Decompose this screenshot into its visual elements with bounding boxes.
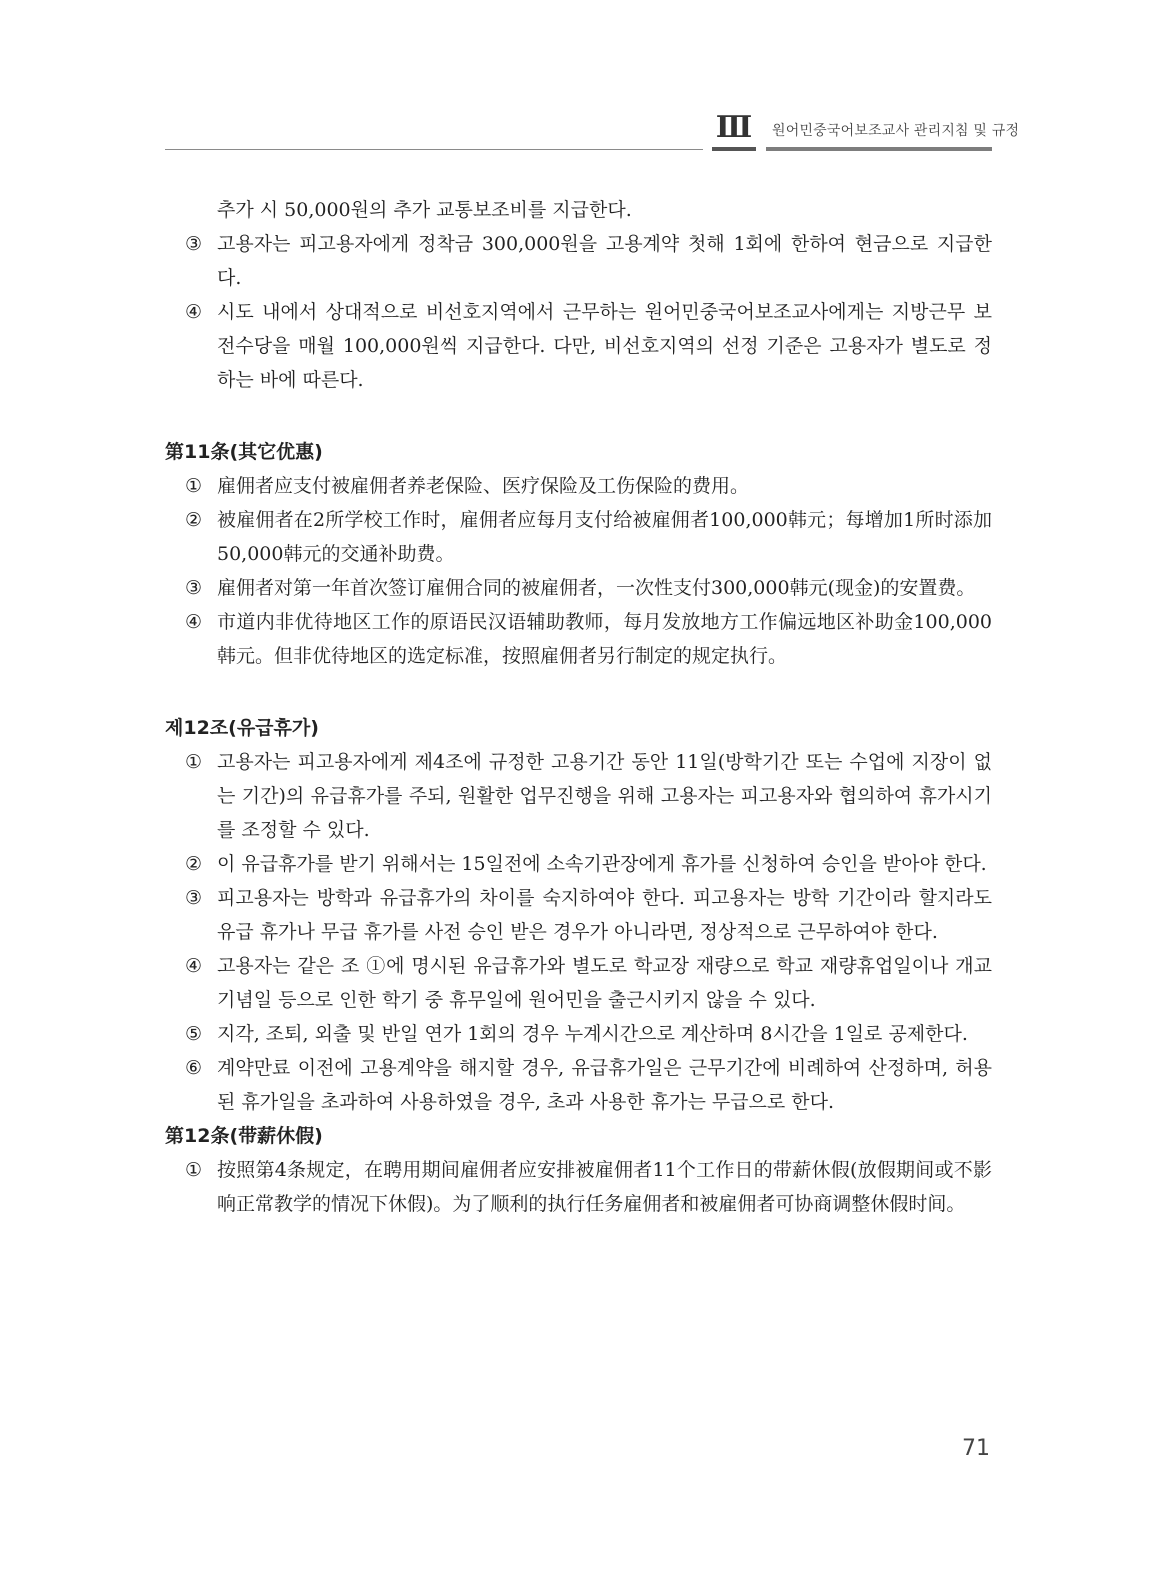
item-number: ③ <box>185 887 203 909</box>
item-text: 雇佣者应支付被雇佣者养老保险、医疗保险及工伤保险的费用。 <box>217 475 750 497</box>
list-item <box>165 949 992 1017</box>
article-heading: 第12条(带薪休假) <box>165 1125 323 1147</box>
item-text: 雇佣者对第一年首次签订雇佣合同的被雇佣者，一次性支付300,000韩元(现金)的安置费。 <box>217 577 976 599</box>
chapter-underline <box>712 147 756 151</box>
item-number: ① <box>185 475 203 497</box>
item-text: 이 유급휴가를 받기 위해서는 15일전에 소속기관장에게 휴가를 신청하여 승인을 받아야 한다. <box>217 853 987 875</box>
list-item <box>165 295 992 397</box>
item-number: ③ <box>185 577 203 599</box>
item-number: ③ <box>185 233 203 255</box>
list-item <box>165 227 992 295</box>
page-body <box>165 193 992 1221</box>
item-text: 고용자는 피고용자에게 제4조에 규정한 고용기간 동안 11일(방학기간 또는 수업에 지장이 없는 기간)의 유급휴가를 주되, 원활한 업무진행을 위해 고용자는 피고용자와 협의하여 휴가시기를 조정할 수 있다. <box>217 751 992 841</box>
header-rule-right <box>766 147 992 151</box>
item-number: ① <box>185 751 203 773</box>
item-text: 고용자는 같은 조 ①에 명시된 유급휴가와 별도로 학교장 재량으로 학교 재량휴업일이나 개교기념일 등으로 인한 학기 중 휴무일에 원어민을 출근시키지 않을 수 있다. <box>217 955 992 1011</box>
item-text: 지각, 조퇴, 외출 및 반일 연가 1회의 경우 누계시간으로 계산하며 8시간을 1일로 공제한다. <box>217 1023 968 1045</box>
page-number: 71 <box>962 1436 990 1461</box>
header-rule-left <box>165 149 703 150</box>
article-heading: 第11条(其它优惠) <box>165 441 323 463</box>
article-heading: 제12조(유급휴가) <box>165 717 319 739</box>
item-text: 被雇佣者在2所学校工作时，雇佣者应每月支付给被雇佣者100,000韩元；每增加1所时添加50,000韩元的交通补助费。 <box>217 509 992 565</box>
list-item <box>165 503 992 571</box>
item-number: ④ <box>185 301 203 323</box>
item-number: ④ <box>185 611 203 633</box>
item-number: ② <box>185 853 203 875</box>
chapter-number: Ⅲ <box>715 110 753 145</box>
item-text: 피고용자는 방학과 유급휴가의 차이를 숙지하여야 한다. 피고용자는 방학 기간이라 할지라도 유급 휴가나 무급 휴가를 사전 승인 받은 경우가 아니라면, 정상적으로 근무하여야 한다. <box>217 887 992 943</box>
list-item <box>165 881 992 949</box>
list-item <box>165 1153 992 1221</box>
item-text: 고용자는 피고용자에게 정착금 300,000원을 고용계약 첫해 1회에 한하여 현금으로 지급한다. <box>217 233 992 289</box>
list-item <box>165 605 992 673</box>
item-text: 시도 내에서 상대적으로 비선호지역에서 근무하는 원어민중국어보조교사에게는 지방근무 보전수당을 매월 100,000원씩 지급한다. 다만, 비선호지역의 선정 기준은 고용자가 별도로 정하는 바에 따른다. <box>217 301 992 391</box>
list-item <box>165 847 992 881</box>
header-title: 원어민중국어보조교사 관리지침 및 규정 <box>772 123 1020 139</box>
item-number: ① <box>185 1159 203 1181</box>
list-item <box>165 745 992 847</box>
list-item <box>165 571 992 605</box>
item-number: ⑤ <box>185 1023 203 1045</box>
item-number: ② <box>185 509 203 531</box>
item-text: 按照第4条规定，在聘用期间雇佣者应安排被雇佣者11个工作日的带薪休假(放假期间或不影响正常教学的情况下休假)。为了顺利的执行任务雇佣者和被雇佣者可协商调整休假时间。 <box>217 1159 992 1215</box>
continued-line: 추가 시 50,000원의 추가 교통보조비를 지급한다. <box>217 199 632 221</box>
page-header <box>0 0 1159 160</box>
item-number: ④ <box>185 955 203 977</box>
list-item <box>165 1051 992 1119</box>
list-item <box>165 469 992 503</box>
list-item <box>165 1017 992 1051</box>
item-text: 市道内非优待地区工作的原语民汉语辅助教师，每月发放地方工作偏远地区补助金100,000韩元。但非优待地区的选定标准，按照雇佣者另行制定的规定执行。 <box>217 611 992 667</box>
item-number: ⑥ <box>185 1057 203 1079</box>
item-text: 계약만료 이전에 고용계약을 해지할 경우, 유급휴가일은 근무기간에 비례하여 산정하며, 허용된 휴가일을 초과하여 사용하였을 경우, 초과 사용한 휴가는 무급으로 한다. <box>217 1057 992 1113</box>
